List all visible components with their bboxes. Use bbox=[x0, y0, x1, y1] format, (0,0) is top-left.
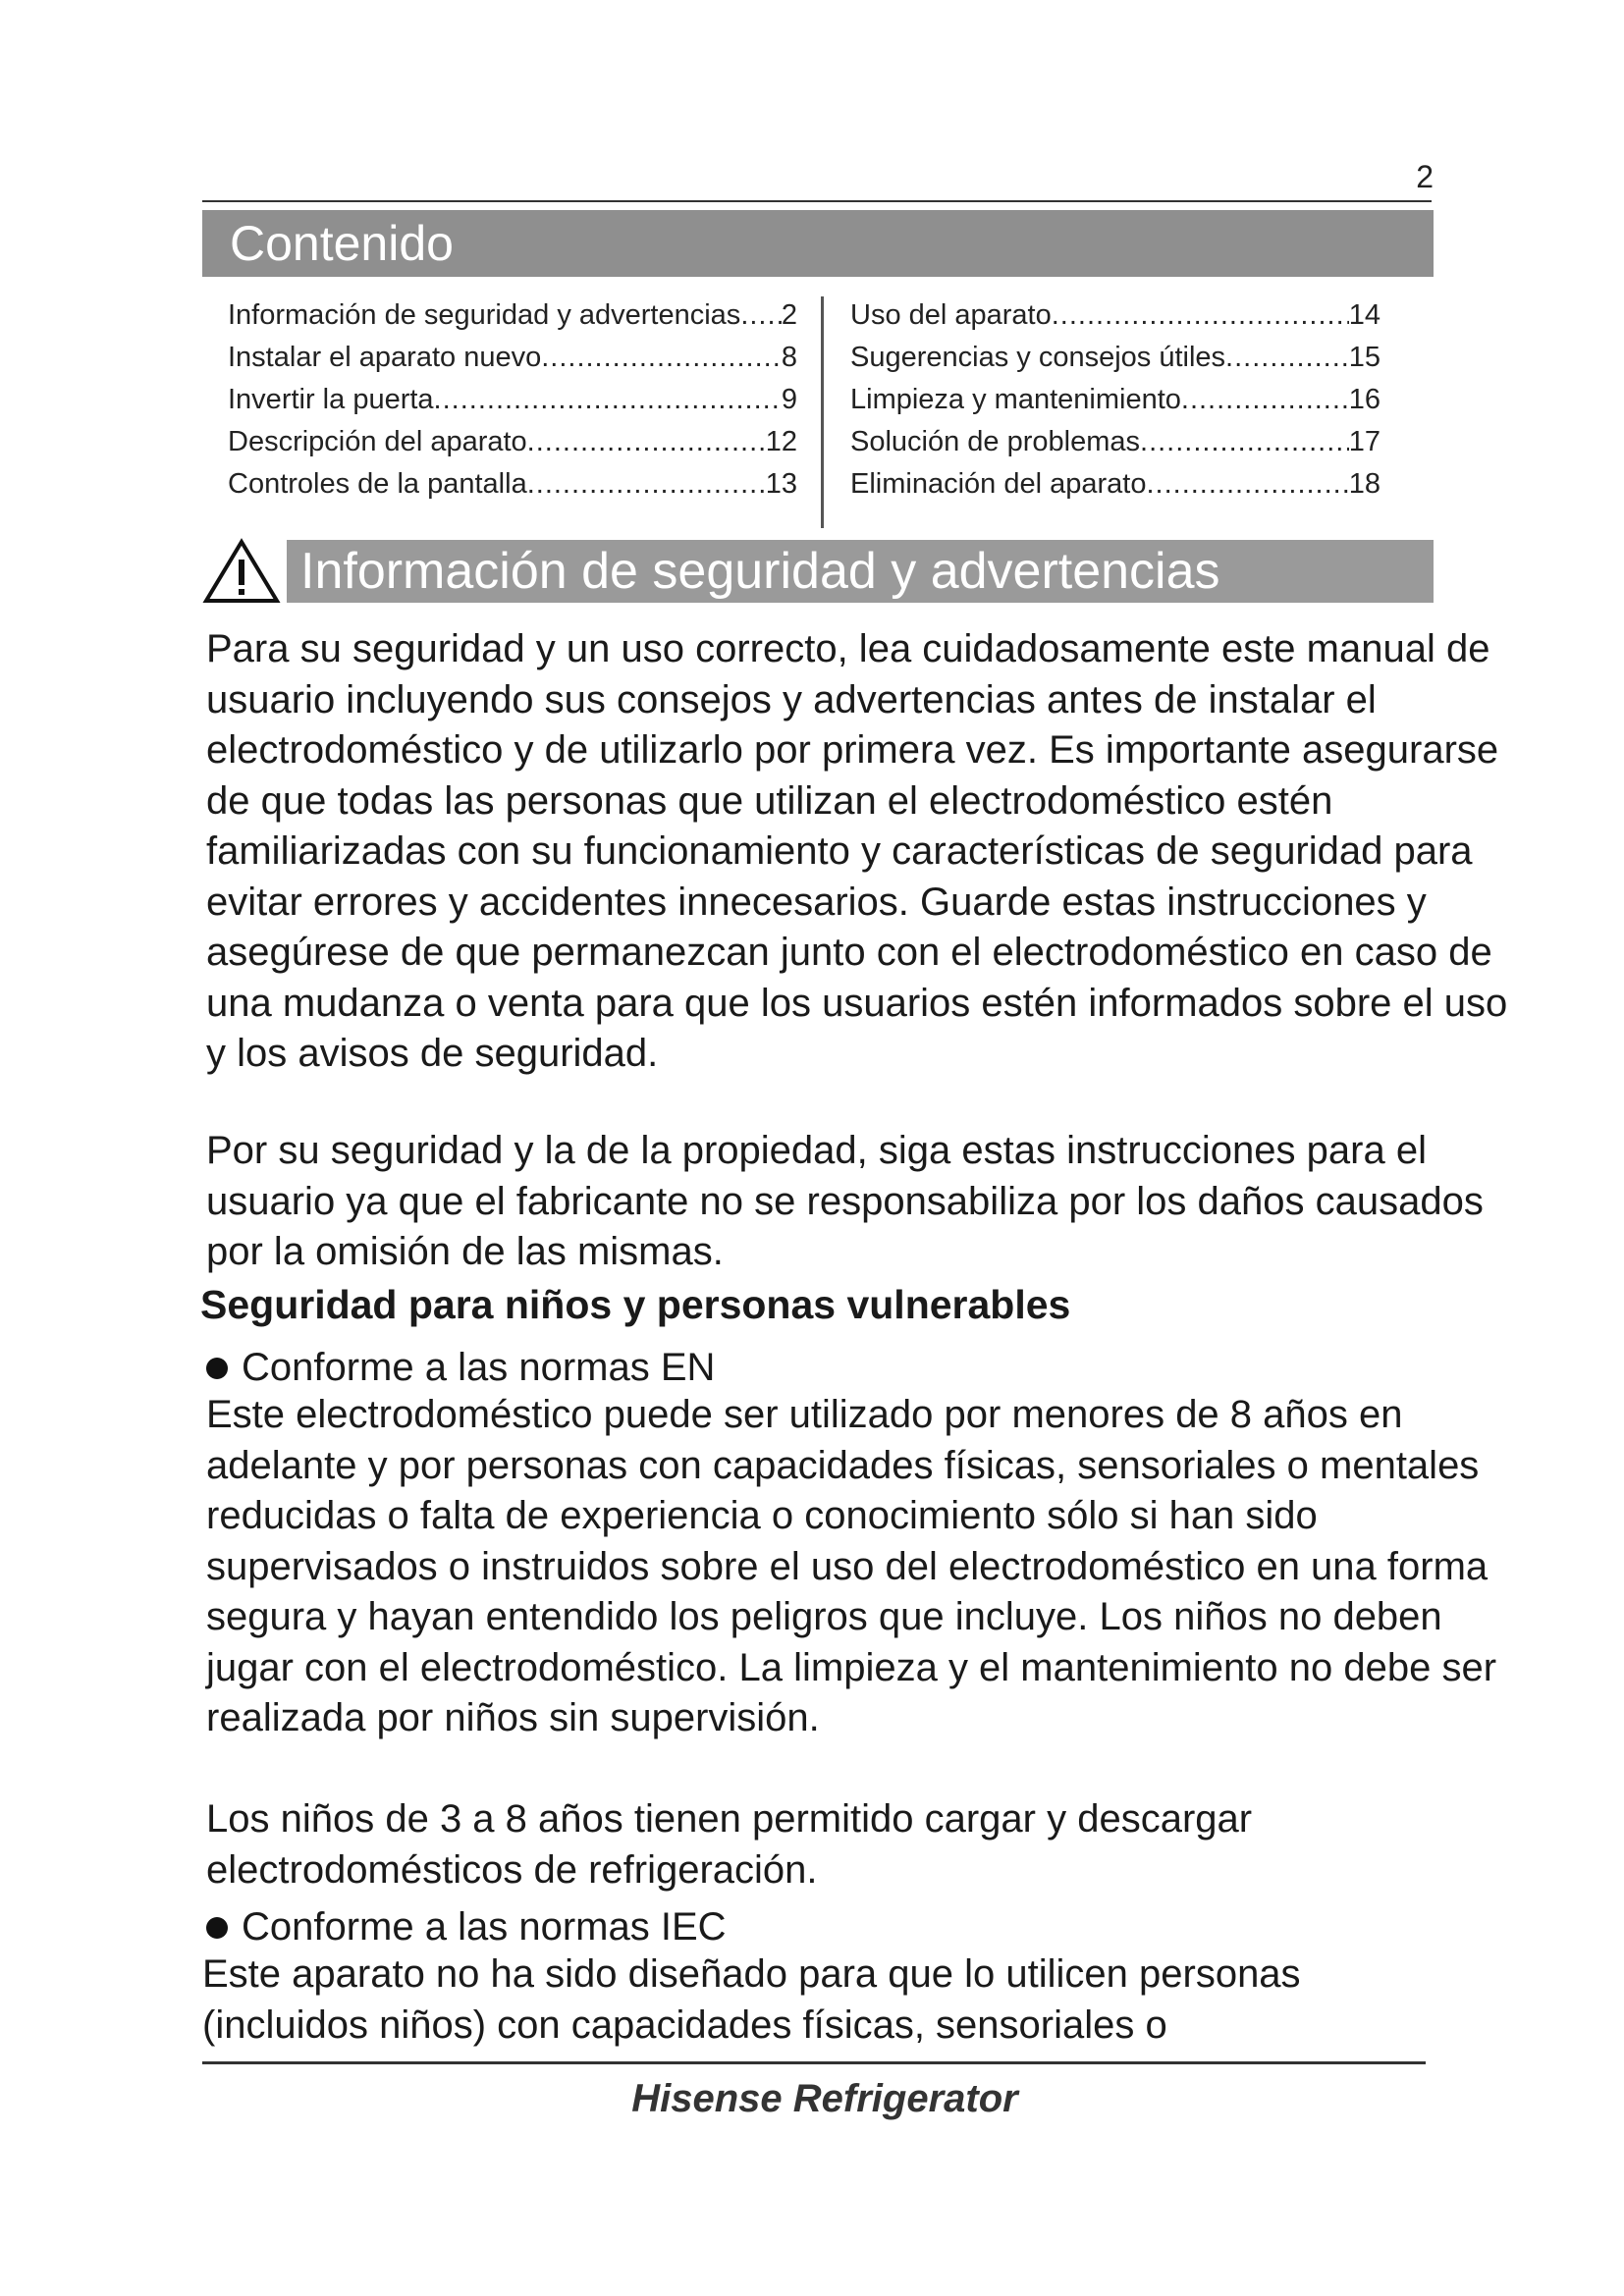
toc-item-page: 2 bbox=[781, 299, 797, 331]
en-standard-paragraph: Este electrodoméstico puede ser utilizado por menores de 8 años en adelante y por personas con capacidades físicas, sensoriales o mentales reducidas o falta de experiencia o conocimiento sólo si han sido supervisados o instruidos sobre el uso del electrodoméstico en una forma segura y hayan entendido los peligros que incluye. Los niños no deben jugar con el electrodoméstico. La limpieza y el mantenimiento no debe ser realizada por niños sin supervisión. bbox=[206, 1393, 1497, 1739]
toc-leader-dots bbox=[541, 337, 782, 379]
toc-item-page: 17 bbox=[1348, 426, 1380, 457]
toc-item-page: 16 bbox=[1348, 384, 1380, 415]
toc-item-title: Sugerencias y consejos útiles bbox=[850, 342, 1226, 373]
toc-item[interactable] bbox=[228, 379, 797, 421]
warning-triangle-icon bbox=[202, 538, 281, 605]
contents-title: Contenido bbox=[202, 210, 1434, 277]
toc-leader-dots bbox=[1140, 421, 1349, 463]
toc-item[interactable] bbox=[850, 421, 1380, 463]
toc-item-title: Solución de problemas bbox=[850, 426, 1141, 457]
safety-section-title: Información de seguridad y advertencias bbox=[287, 540, 1434, 603]
toc-item-title: Descripción del aparato bbox=[228, 426, 527, 457]
bullet-dot-icon bbox=[206, 1358, 228, 1379]
iec-standard-paragraph: Este aparato no ha sido diseñado para que lo utilicen personas (incluidos niños) con capacidades físicas, sensoriales o bbox=[202, 1952, 1301, 2047]
toc-item[interactable] bbox=[228, 337, 797, 379]
toc-item-title: Limpieza y mantenimiento bbox=[850, 384, 1181, 415]
brand-footer: Hisense Refrigerator bbox=[631, 2077, 1018, 2120]
toc-leader-dots bbox=[1181, 379, 1349, 421]
bottom-rule bbox=[202, 2061, 1426, 2064]
toc-item-title: Instalar el aparato nuevo bbox=[228, 342, 542, 373]
toc-item-title: Uso del aparato bbox=[850, 299, 1052, 331]
toc-item-page: 12 bbox=[765, 426, 797, 457]
toc-item-title: Controles de la pantalla bbox=[228, 468, 527, 500]
toc-leader-dots bbox=[1146, 463, 1348, 506]
toc-item[interactable] bbox=[850, 337, 1380, 379]
top-rule bbox=[202, 200, 1432, 202]
toc-item-page: 14 bbox=[1348, 299, 1380, 331]
toc-item-title: Invertir la puerta bbox=[228, 384, 434, 415]
bullet-dot-icon bbox=[206, 1917, 228, 1939]
toc-item-page: 8 bbox=[781, 342, 797, 373]
toc-item[interactable] bbox=[850, 463, 1380, 506]
toc-item[interactable] bbox=[228, 421, 797, 463]
children-safety-heading: Seguridad para niños y personas vulnerables bbox=[200, 1282, 1071, 1327]
safety-intro-paragraph: Para su seguridad y un uso correcto, lea cuidadosamente este manual de usuario incluyendo sus consejos y advertencias antes de instalar el electrodoméstico y de utilizarlo por primera vez. Es importante asegurarse de que todas las personas que utilizan el electrodoméstico estén familiarizadas con su funcionamiento y características de seguridad para evitar errores y accidentes innecesarios. Guarde estas instrucciones y asegúrese de que permanezcan junto con el electrodoméstico en caso de una mudanza o venta para que los usuarios estén informados sobre el uso y los avisos de seguridad. bbox=[206, 627, 1508, 1075]
toc-item-page: 13 bbox=[765, 468, 797, 500]
toc-leader-dots bbox=[1052, 294, 1349, 337]
toc-leader-dots bbox=[527, 421, 766, 463]
toc-item[interactable] bbox=[228, 294, 797, 337]
toc-item[interactable] bbox=[850, 379, 1380, 421]
page-number: 2 bbox=[1416, 159, 1434, 194]
toc-divider bbox=[821, 296, 824, 528]
en-standard-label: Conforme a las normas EN bbox=[242, 1346, 716, 1389]
toc-leader-dots bbox=[1225, 337, 1349, 379]
en-standard-bullet bbox=[206, 1343, 715, 1393]
en-standard-paragraph-2: Los niños de 3 a 8 años tienen permitido cargar y descargar electrodomésticos de refrigeración. bbox=[206, 1797, 1253, 1892]
toc-leader-dots bbox=[434, 379, 782, 421]
toc-item[interactable] bbox=[228, 463, 797, 506]
toc-leader-dots bbox=[527, 463, 766, 506]
toc-item-page: 9 bbox=[781, 384, 797, 415]
toc-item[interactable] bbox=[850, 294, 1380, 337]
toc-left-column bbox=[228, 294, 797, 506]
iec-standard-bullet bbox=[206, 1902, 727, 1952]
toc-item-title: Información de seguridad y advertencias bbox=[228, 299, 741, 331]
safety-responsibility-paragraph: Por su seguridad y la de la propiedad, siga estas instrucciones para el usuario ya que el fabricante no se responsabiliza por los daños causados por la omisión de las mismas. bbox=[206, 1129, 1484, 1273]
toc-leader-dots bbox=[740, 294, 782, 337]
toc-item-title: Eliminación del aparato bbox=[850, 468, 1147, 500]
iec-standard-label: Conforme a las normas IEC bbox=[242, 1905, 727, 1949]
toc-right-column bbox=[850, 294, 1380, 506]
toc-item-page: 15 bbox=[1348, 342, 1380, 373]
toc-item-page: 18 bbox=[1348, 468, 1380, 500]
